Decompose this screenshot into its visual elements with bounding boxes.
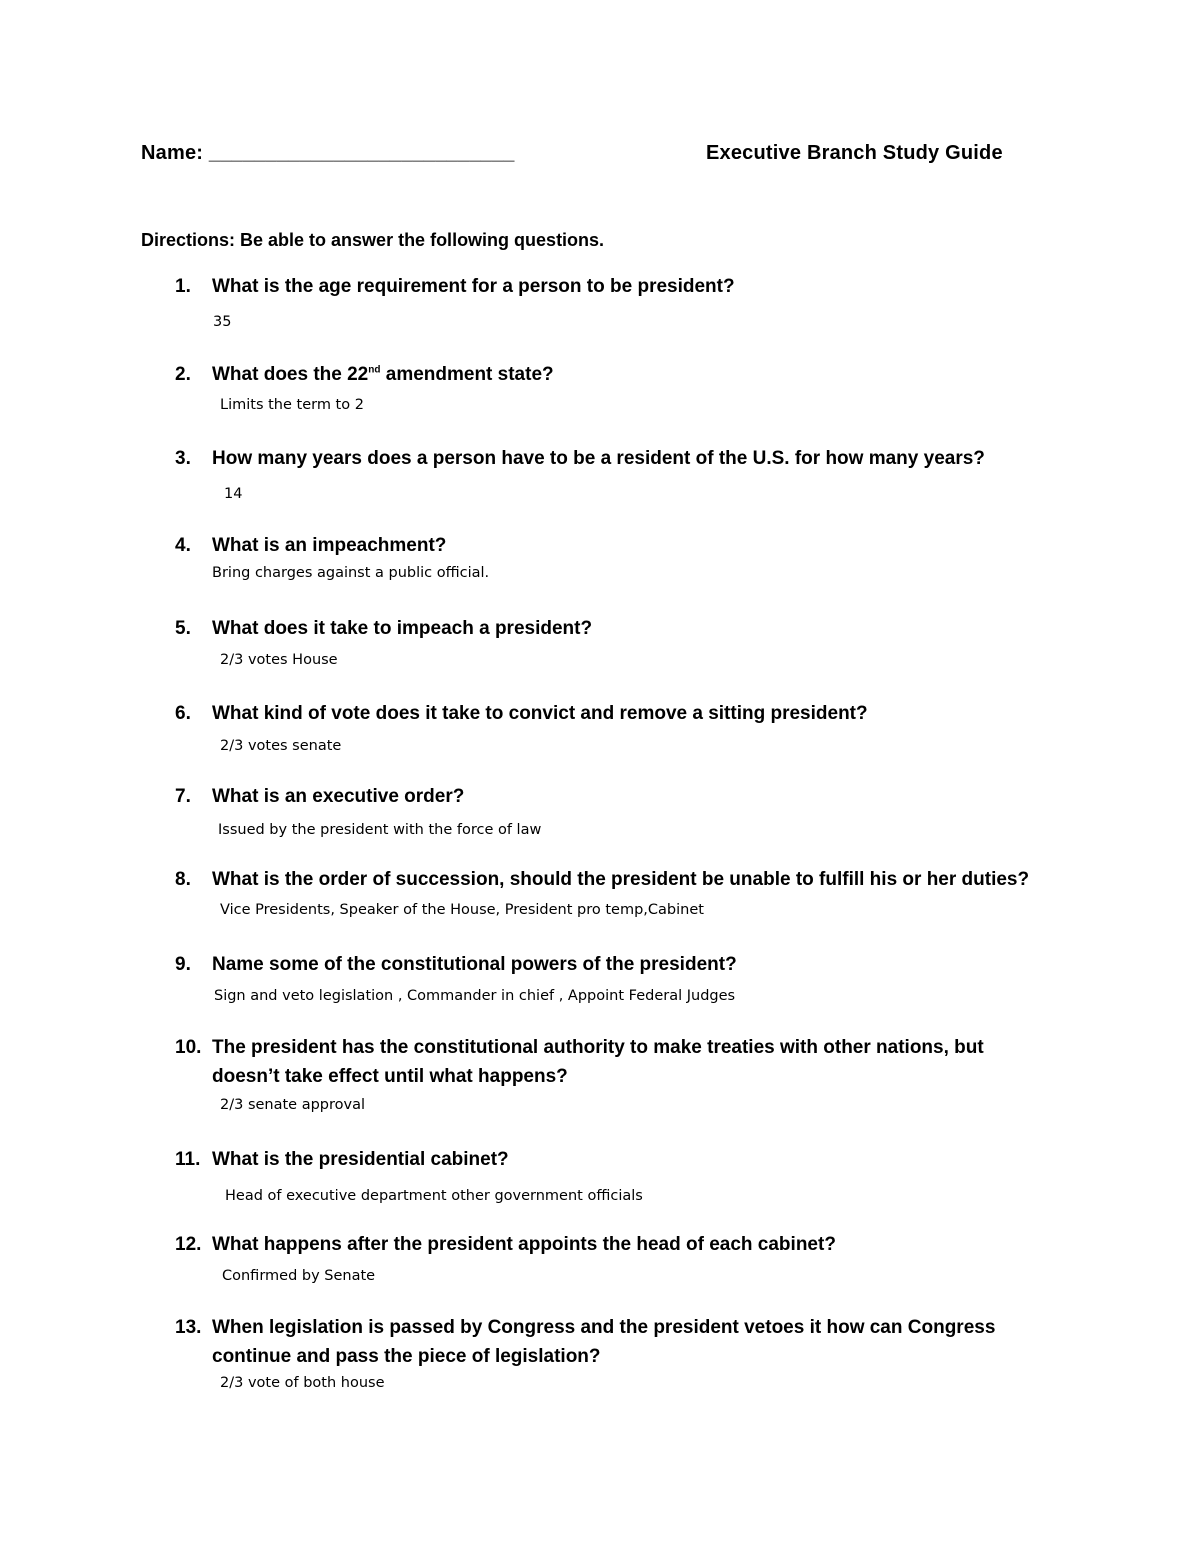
answer-text: Bring charges against a public official. (212, 565, 490, 581)
question-number: 11. (175, 1149, 201, 1170)
question-number: 8. (175, 869, 191, 890)
question-number: 3. (175, 448, 191, 469)
question-number: 7. (175, 786, 191, 807)
answer-text: 2/3 senate approval (220, 1097, 366, 1113)
question-number: 4. (175, 535, 191, 556)
answer-text: Limits the term to 2 (220, 397, 364, 413)
question-text: What does it take to impeach a president? (212, 618, 593, 639)
directions-text: Directions: Be able to answer the following questions. (141, 230, 605, 250)
question-text: What is the order of succession, should the president be unable to fulfill his or her duties? (212, 869, 1030, 890)
question-text: What is the age requirement for a person to be president? (212, 276, 735, 297)
question-text: What is an impeachment? (212, 535, 447, 556)
answer-text: 35 (213, 314, 232, 330)
document-title: Executive Branch Study Guide (706, 142, 1003, 164)
question-number: 10. (175, 1037, 202, 1058)
answer-text: Confirmed by Senate (222, 1268, 376, 1284)
question-text: Name some of the constitutional powers of the president? (212, 954, 737, 975)
name-field-label: Name: ___________________________ (141, 142, 515, 164)
answer-text: 2/3 votes House (220, 652, 338, 668)
answer-text: Issued by the president with the force of law (218, 822, 542, 838)
answer-text: 2/3 votes senate (220, 738, 342, 754)
question-number: 13. (175, 1317, 202, 1338)
question-text-part: amendment state? (380, 364, 554, 385)
question-number: 12. (175, 1234, 202, 1255)
answer-text: Head of executive department other government officials (225, 1188, 643, 1204)
ordinal-suffix: nd (368, 364, 381, 376)
question-number: 5. (175, 618, 191, 639)
question-text (212, 360, 1092, 389)
question-text: What is the presidential cabinet? (212, 1149, 509, 1170)
answer-text: 2/3 vote of both house (220, 1375, 385, 1391)
question-text: When legislation is passed by Congress and the president vetoes it how can Congress continue and pass the piece of legislation? (212, 1317, 996, 1367)
question-text-part: What does the 22 (212, 364, 369, 385)
question-number: 9. (175, 954, 191, 975)
question-text: What happens after the president appoints the head of each cabinet? (212, 1234, 836, 1255)
question-text: What kind of vote does it take to convict and remove a sitting president? (212, 703, 868, 724)
answer-text: 14 (224, 486, 243, 502)
question-text: How many years does a person have to be a resident of the U.S. for how many years? (212, 448, 985, 469)
question-text: The president has the constitutional authority to make treaties with other nations, but doesn’t take effect until what happens? (212, 1037, 984, 1087)
question-number: 6. (175, 703, 191, 724)
answer-text: Sign and veto legislation , Commander in chief , Appoint Federal Judges (214, 988, 736, 1004)
question-number: 1. (175, 276, 191, 297)
question-number: 2. (175, 364, 191, 385)
question-text: What is an executive order? (212, 786, 465, 807)
answer-text: Vice Presidents, Speaker of the House, President pro temp,Cabinet (220, 902, 704, 918)
